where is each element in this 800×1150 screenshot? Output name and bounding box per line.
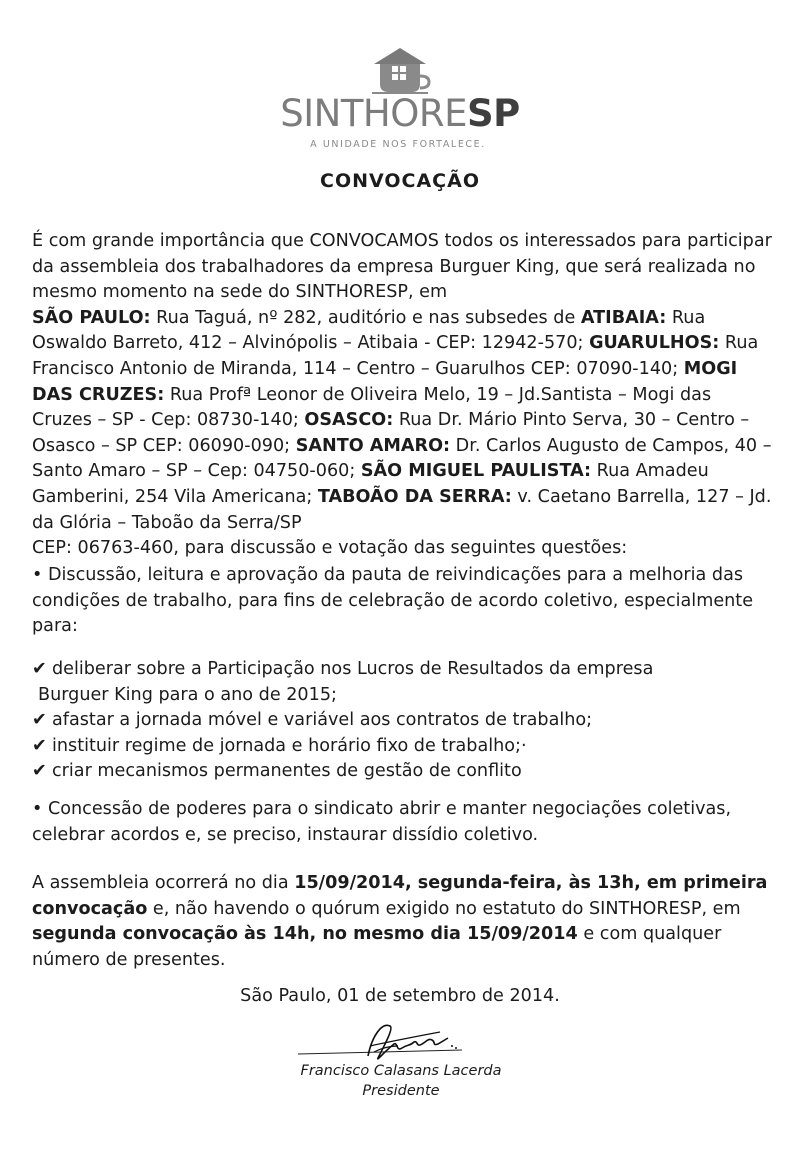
bullet-powers: • Concessão de poderes para o sindicato abrir e manter negociações coletivas, celebrar acordos e, se preciso, instaurar dissídio coletivo. [32, 799, 732, 845]
check-icon: ✔ [32, 735, 47, 756]
sinthoresp-logo [280, 42, 520, 162]
address-guarulhos: Rua Francisco Antonio de Miranda, 114 – Centro – Guarulhos CEP: 07090-140; [32, 333, 759, 379]
checklist [32, 657, 772, 785]
city-atibaia: ATIBAIA: [580, 307, 667, 328]
address-mogi: Rua Profª Leonor de Oliveira Melo, 19 – Jd.Santista – Mogi das Cruzes – SP - Cep: 08730-140; [32, 384, 712, 431]
schedule-text: e com qualquer número de presentes. [32, 924, 722, 970]
city-sao-paulo: SÃO PAULO: [32, 307, 151, 328]
address-sao-miguel: Rua Amadeu Gamberini, 254 Vila Americana; [32, 461, 709, 507]
schedule-text: A assembleia ocorrerá no dia [32, 873, 295, 893]
brand-main: SINTHORE [280, 92, 467, 135]
checklist-item-continuation: Burguer King para o ano de 2015; [38, 684, 337, 705]
assembly-schedule-paragraph [32, 871, 772, 973]
city-guarulhos: GUARULHOS: [589, 333, 720, 354]
address-osasco: Rua Dr. Mário Pinto Serva, 30 – Centro – Osasco – SP CEP: 06090-090; [32, 410, 750, 456]
brand-accent: SP [466, 92, 520, 135]
brand-tagline: A UNIDADE NOS FORTALECE. [310, 139, 486, 150]
city-santo-amaro: SANTO AMARO: [295, 435, 451, 456]
signatory-name: Francisco Calasans Lacerda [300, 1063, 502, 1079]
intro-text: É com grande importância que CONVOCAMOS todos os interessados para participar da assembleia dos trabalhadores da empresa Burguer King, que será realizada no mesmo momento na sede do SINTHORESP, em [32, 231, 772, 303]
check-icon: ✔ [32, 761, 47, 782]
checklist-item-text: instituir regime de jornada e horário fixo de trabalho;· [52, 735, 527, 756]
date-line: São Paulo, 01 de setembro de 2014. [240, 986, 560, 1006]
checklist-item [32, 734, 772, 760]
check-icon: ✔ [32, 659, 47, 679]
address-atibaia: Rua Oswaldo Barreto, 412 – Alvinópolis – Atibaia - CEP: 12942-570; [32, 307, 706, 354]
signature-image [298, 1016, 466, 1066]
brand-name [280, 94, 520, 134]
convocation-paragraph [32, 229, 772, 562]
checklist-item-text: deliberar sobre a Participação nos Lucros de Resultados da empresa [52, 659, 654, 679]
house-cup-icon [368, 44, 432, 94]
address-sao-paulo: Rua Taguá, nº 282, auditório e nas subsedes de [150, 307, 581, 328]
first-call-date: 15/09/2014, segunda-feira, às 13h, em primeira convocação [32, 873, 768, 919]
checklist-item [32, 657, 772, 683]
check-icon: ✔ [32, 710, 47, 731]
city-sao-miguel: SÃO MIGUEL PAULISTA: [360, 461, 592, 482]
checklist-item [32, 759, 772, 785]
checklist-item-text: afastar a jornada móvel e variável aos contratos de trabalho; [52, 710, 593, 731]
city-osasco: OSASCO: [304, 410, 394, 431]
signatory-role: Presidente [362, 1083, 440, 1099]
schedule-text: e, não havendo o quórum exigido no estatuto do SINTHORESP, em [147, 898, 741, 919]
document-title: CONVOCAÇÃO [320, 170, 480, 192]
city-mogi: MOGI DAS CRUZES: [32, 358, 738, 405]
checklist-item [32, 708, 772, 734]
city-taboao: TABOÃO DA SERRA: [317, 486, 512, 507]
bullet-discussion: • Discussão, leitura e aprovação da pauta de reivindicações para a melhoria das condições de trabalho, para fins de celebração de acordo coletivo, especialmente para: [32, 565, 754, 637]
checklist-item-text: criar mecanismos permanentes de gestão de conflito [52, 761, 522, 782]
address-santo-amaro: Dr. Carlos Augusto de Campos, 40 – Santo Amaro – SP – Cep: 04750-060; [32, 435, 772, 482]
second-call-date: segunda convocação às 14h, no mesmo dia 15/09/2014 [32, 924, 578, 945]
address-taboao: v. Caetano Barrella, 127 – Jd. da Glória – Taboão da Serra/SP [32, 486, 772, 533]
closing-text: CEP: 06763-460, para discussão e votação das seguintes questões: [32, 538, 628, 559]
